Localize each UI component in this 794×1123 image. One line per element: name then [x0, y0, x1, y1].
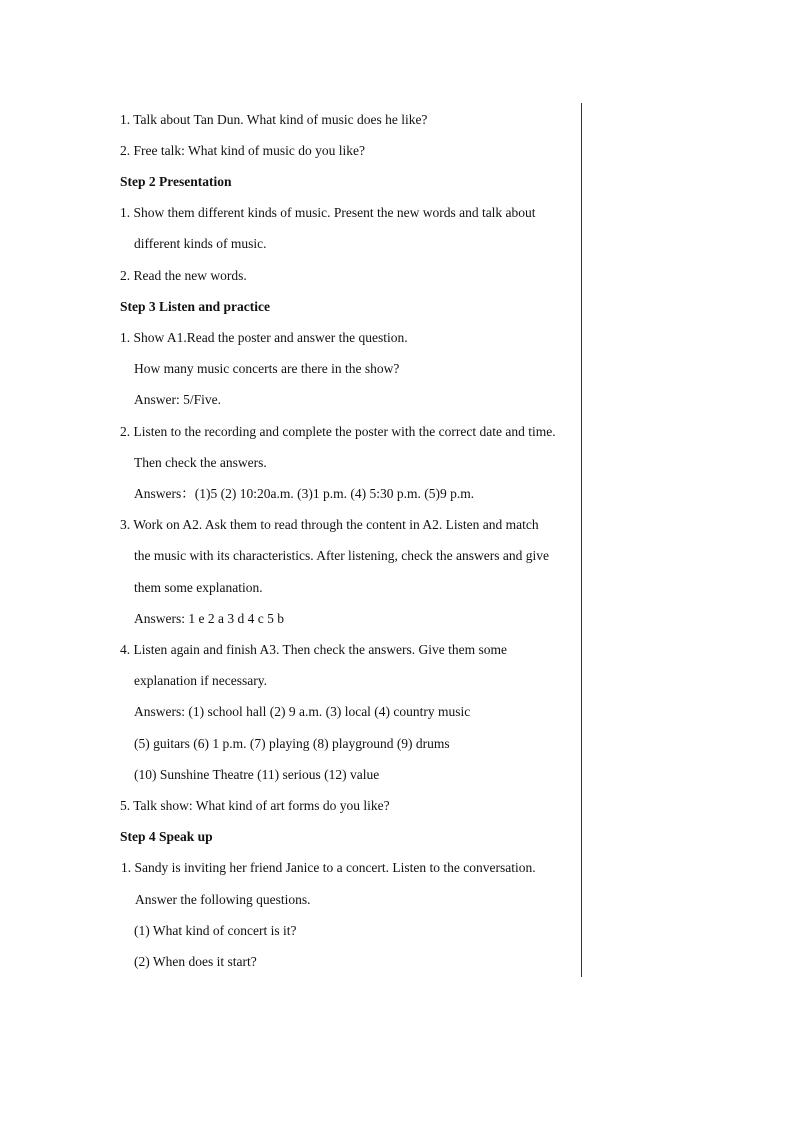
table-border-line	[581, 103, 582, 977]
text-line: the music with its characteristics. After listening, check the answers and give	[134, 548, 549, 563]
text-line: Answer: 5/Five.	[134, 392, 221, 407]
text-line: 2. Listen to the recording and complete the poster with the correct date and time.	[120, 424, 556, 439]
text-line: 1. Show A1.Read the poster and answer the question.	[120, 330, 408, 345]
answers-line: Answers: 1 e 2 a 3 d 4 c 5 b	[134, 611, 284, 626]
text-line: Then check the answers.	[134, 455, 267, 470]
answers-line: (5) guitars (6) 1 p.m. (7) playing (8) playground (9) drums	[134, 736, 450, 751]
question-line: (1) What kind of concert is it?	[134, 923, 297, 938]
step-heading: Step 2 Presentation	[120, 174, 232, 189]
question-line: (2) When does it start?	[134, 954, 257, 969]
step-heading: Step 3 Listen and practice	[120, 299, 270, 314]
answers-line: Answers: (1) school hall (2) 9 a.m. (3) local (4) country music	[134, 704, 471, 719]
text-line: Answer the following questions.	[135, 892, 311, 907]
text-line: 4. Listen again and finish A3. Then check the answers. Give them some	[120, 642, 508, 657]
text-line: 1. Talk about Tan Dun. What kind of music does he like?	[120, 112, 428, 127]
text-line: them some explanation.	[134, 580, 263, 595]
text-line: explanation if necessary.	[134, 673, 267, 688]
answers-line: Answers：(1)5 (2) 10:20a.m. (3)1 p.m. (4) 5:30 p.m. (5)9 p.m.	[134, 486, 475, 501]
answers-line: (10) Sunshine Theatre (11) serious (12) value	[134, 767, 380, 782]
text-line: 2. Read the new words.	[120, 268, 247, 283]
text-line: 2. Free talk: What kind of music do you like?	[120, 143, 365, 158]
text-line: 3. Work on A2. Ask them to read through the content in A2. Listen and match	[120, 517, 539, 532]
text-line: 1. Sandy is inviting her friend Janice to a concert. Listen to the conversation.	[121, 860, 536, 875]
text-line: How many music concerts are there in the show?	[134, 361, 400, 376]
text-line: 5. Talk show: What kind of art forms do you like?	[120, 798, 390, 813]
step-heading: Step 4 Speak up	[120, 829, 213, 844]
text-line: different kinds of music.	[134, 236, 267, 251]
text-line: 1. Show them different kinds of music. Present the new words and talk about	[120, 205, 536, 220]
